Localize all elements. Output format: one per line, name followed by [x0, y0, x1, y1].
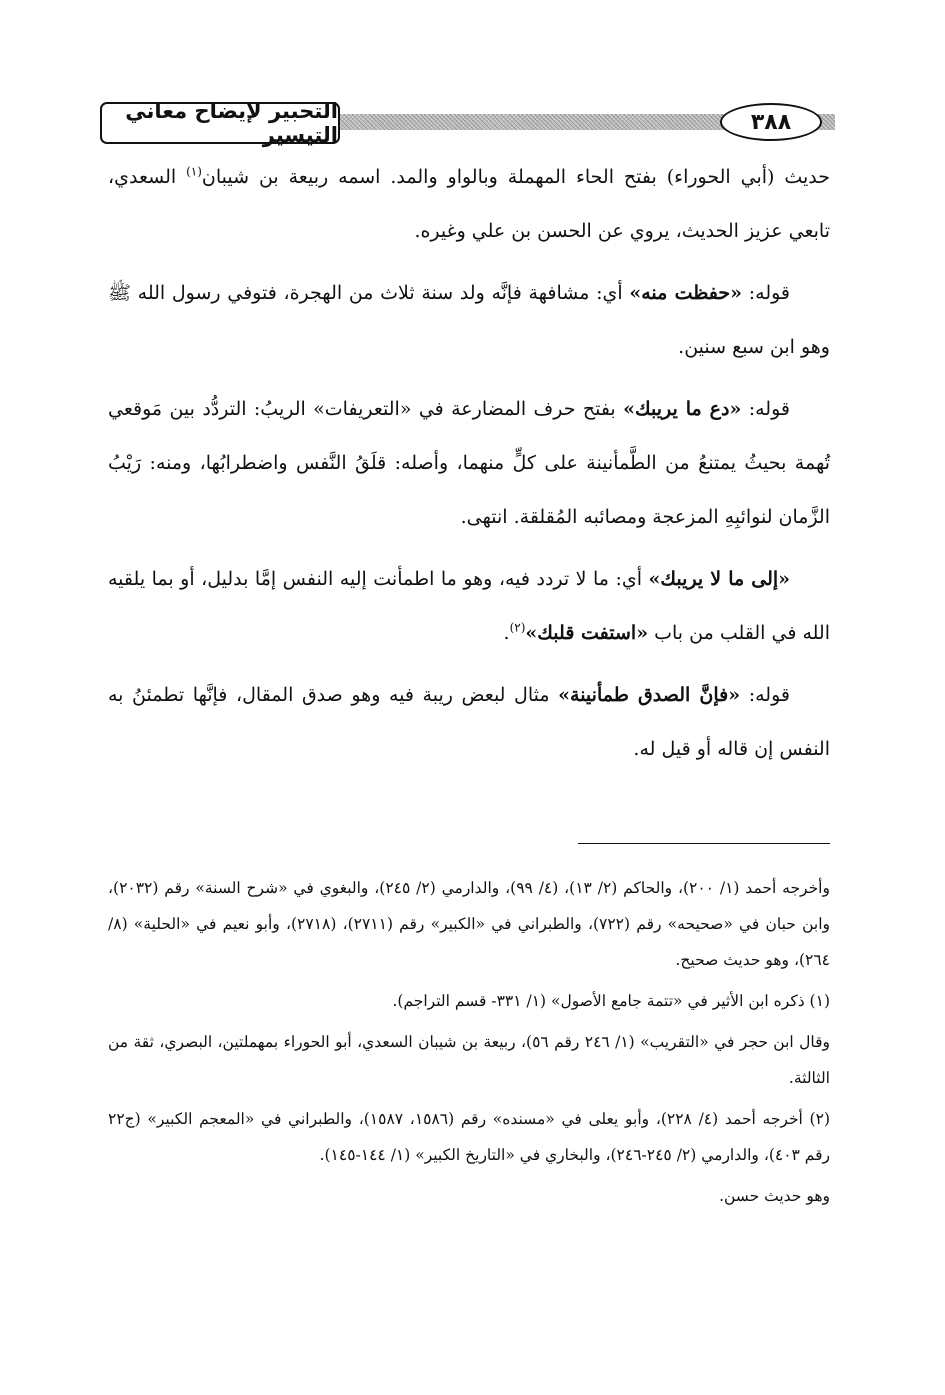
paragraph-2: [108, 266, 830, 374]
paragraph-1-text-cont: السعدي، تابعي عزيز الحديث، يروي عن الحسن بن علي وغيره.: [108, 166, 830, 242]
paragraph-2-prefix: قوله:: [742, 282, 790, 304]
paragraph-5-quote: «فإنَّ الصدق طمأنينة»: [558, 684, 741, 706]
page-number: ٣٨٨: [720, 103, 822, 141]
paragraph-4-quote-2: «استفت قلبك»: [525, 622, 649, 644]
footnote-1: (١) ذكره ابن الأثير في «تتمة جامع الأصول» (١/ ٣٣١- قسم التراجم).: [392, 992, 830, 1010]
footnote-2-cont: وهو حديث حسن.: [719, 1187, 830, 1205]
page-header: [100, 99, 835, 147]
footnote-ref-2: (٢): [509, 620, 526, 635]
footnotes: [108, 870, 830, 1219]
paragraph-3: [108, 382, 830, 544]
footnote-1-cont: وقال ابن حجر في «التقريب» (١/ ٢٤٦ رقم ٥٦)، ربيعة بن شيبان السعدي، أبو الحوراء بمهملتين، البصري، ثقة من الثالثة.: [108, 1033, 830, 1087]
paragraph-2-quote: «حفظت منه»: [629, 282, 743, 304]
paragraph-5-prefix: قوله:: [740, 684, 790, 706]
paragraph-1: [108, 150, 830, 258]
paragraph-4-text: أي: ما لا تردد فيه، وهو ما اطمأنت إليه النفس إمَّا بدليل، أو بما يلقيه الله في القلب من باب: [108, 568, 830, 644]
paragraph-4: [108, 552, 830, 660]
footnote-continued: وأخرجه أحمد (١/ ٢٠٠)، والحاكم (٢/ ١٣)، (٤/ ٩٩)، والدارمي (٢/ ٢٤٥)، والبغوي في «شرح السنة» رقم (٢٠٣٢)، وابن حبان في «صحيحه» رقم (٧٢٢)، والطبراني في «الكبير» رقم (٢٧١١)، (٢٧١٨)، وأبو نعيم في «الحلية» (٨/ ٢٦٤)، وهو حديث صحيح.: [108, 879, 830, 969]
paragraph-5: [108, 668, 830, 776]
book-title: التحبير لإيضاح معاني التيسير: [100, 102, 340, 144]
paragraph-4-end: .: [503, 622, 510, 644]
footnote-separator: [578, 843, 830, 844]
paragraph-2-text: أي: مشافهة فإنَّه ولد سنة ثلاث من الهجرة، فتوفي رسول الله ﷺ وهو ابن سبع سنين.: [108, 282, 830, 358]
paragraph-4-quote: «إلى ما لا يريبك»: [648, 568, 791, 590]
footnote-2: (٢) أخرجه أحمد (٤/ ٢٢٨)، وأبو يعلى في «مسنده» رقم (١٥٨٦، ١٥٨٧)، والطبراني في «المعجم الكبير» (ج٢٢ رقم ٤٠٣)، والدارمي (٢/ ٢٤٥-٢٤٦)، والبخاري في «التاريخ الكبير» (١/ ١٤٤-١٤٥).: [108, 1110, 830, 1164]
footnote-ref-1: (١): [186, 164, 202, 179]
paragraph-3-text: بفتح حرف المضارعة في «التعريفات» الريبُ: التردُّد بين مَوقعي تُهمة بحيثُ يمتنعُ من الطَّمأنينة على كلٍّ منهما، وأصله: قلَقُ النَّفس واضطرابُها، ومنه: رَيْبُ الزَّمان لنوائبِهِ المزعجة ومصائبه المُقلقة. انتهى.: [108, 398, 830, 528]
paragraph-3-quote: «دع ما يريبك»: [623, 398, 742, 420]
paragraph-3-prefix: قوله:: [741, 398, 790, 420]
paragraph-1-text: حديث (أبي الحوراء) بفتح الحاء المهملة وبالواو والمد. اسمه ربيعة بن شيبان: [201, 166, 830, 188]
paragraph-5-text: مثال لبعض ريبة فيه وهو صدق المقال، فإنَّها تطمئنُ به النفس إن قاله أو قيل له.: [108, 684, 830, 760]
main-text: [108, 150, 830, 784]
